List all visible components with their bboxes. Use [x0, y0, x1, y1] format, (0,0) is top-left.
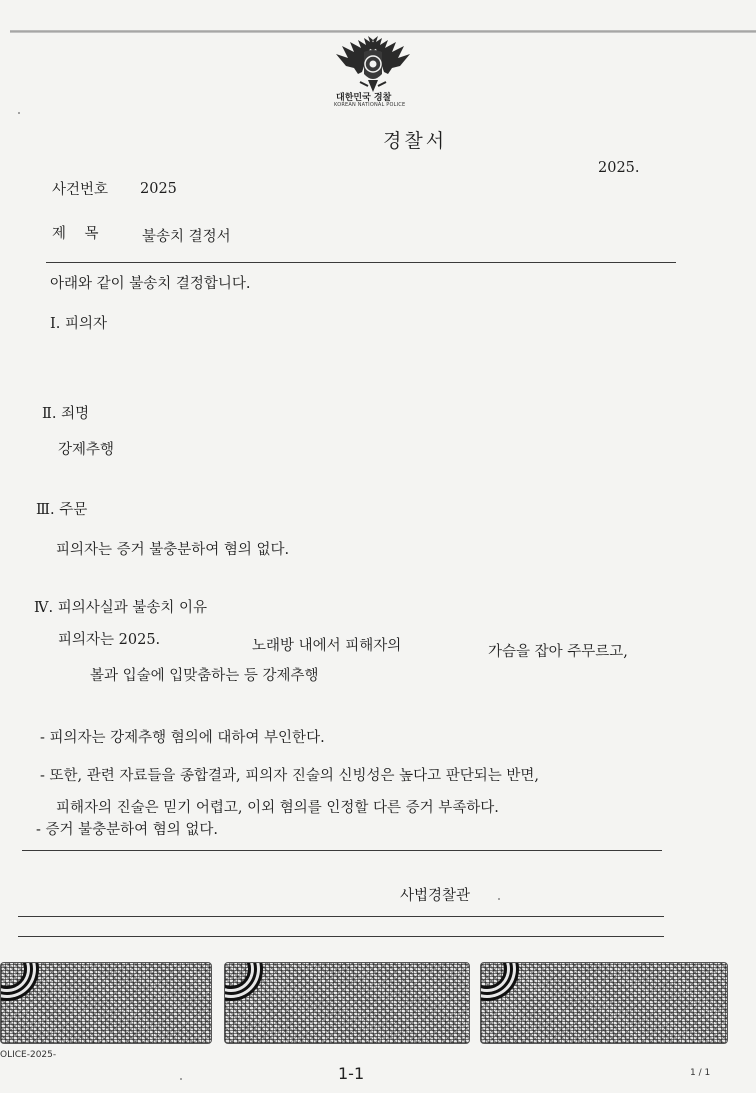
- document-id: OLICE-2025-: [0, 1050, 57, 1060]
- section-facts-heading: Ⅳ. 피의사실과 불송치 이유: [34, 600, 207, 616]
- facts-line1-c: 가슴을 잡아 주무르고,: [488, 644, 628, 660]
- reason-2a: - 또한, 관련 자료들을 종합결과, 피의자 진술의 신빙성은 높다고 판단되는 반면,: [40, 768, 540, 784]
- security-pattern-3: [480, 962, 728, 1044]
- header-divider: [46, 262, 676, 263]
- police-eagle-emblem-icon: [328, 34, 418, 96]
- reason-1: - 피의자는 강제추행 혐의에 대하여 부인한다.: [40, 730, 325, 746]
- intro-text: 아래와 같이 불송치 결정합니다.: [50, 276, 251, 292]
- document-date: 2025.: [598, 160, 640, 176]
- case-number-label: 사건번호: [52, 182, 109, 198]
- scan-speck: [180, 1078, 182, 1080]
- emblem-caption: 대한민국 경찰: [336, 93, 392, 103]
- section-charge-heading: Ⅱ. 죄명: [42, 406, 90, 422]
- body-divider: [22, 850, 662, 851]
- signature-label: 사법경찰관: [400, 888, 471, 904]
- scan-speck: [18, 112, 20, 114]
- section-suspect-heading: Ⅰ. 피의자: [50, 316, 107, 332]
- footer-divider: [18, 936, 664, 937]
- security-pattern-2: [224, 962, 470, 1044]
- facts-line1-b: 노래방 내에서 피해자의: [252, 638, 402, 654]
- section-charge-text: 강제추행: [58, 442, 115, 458]
- reason-3: - 증거 불충분하여 혐의 없다.: [36, 822, 219, 838]
- facts-line2: 볼과 입술에 입맞춤하는 등 강제추행: [90, 668, 319, 684]
- signature-divider: [18, 916, 664, 917]
- case-number-value: 2025: [140, 181, 177, 197]
- subject-value: 불송치 결정서: [142, 229, 231, 245]
- scan-speck: [498, 898, 500, 900]
- handwritten-page-mark: 1-1: [338, 1064, 365, 1083]
- section-order-text: 피의자는 증거 불충분하여 혐의 없다.: [56, 542, 290, 558]
- security-pattern-1: [0, 962, 212, 1044]
- top-scan-edge: [10, 30, 756, 33]
- section-order-heading: Ⅲ. 주문: [36, 502, 88, 518]
- document-title: 경찰서: [383, 130, 448, 152]
- subject-label: 제 목: [52, 226, 99, 242]
- facts-line1-a: 피의자는 2025.: [58, 632, 161, 648]
- emblem-subcaption: KOREAN NATIONAL POLICE: [334, 102, 406, 108]
- page-number: 1 / 1: [690, 1068, 711, 1078]
- reason-2b: 피해자의 진술은 믿기 어렵고, 이외 혐의를 인정할 다른 증거 부족하다.: [56, 800, 499, 816]
